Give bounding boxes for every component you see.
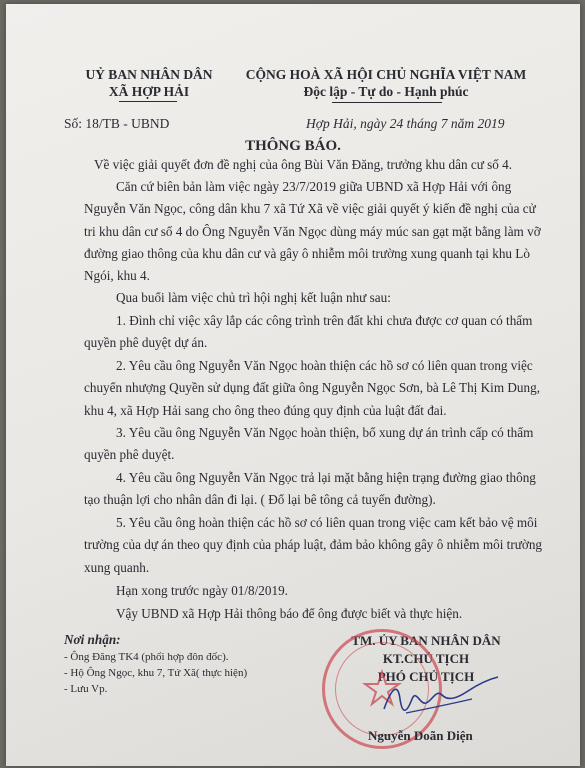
conclusion-item-1: 1. Đình chỉ việc xây lắp các công trình trên đất khi chưa được cơ quan có thẩm quyền phê duyệt dự án. xyxy=(84,313,533,351)
document-number: Số: 18/TB - UBND xyxy=(64,116,170,131)
conclusion-item-3: 3. Yêu cầu ông Nguyễn Văn Ngọc hoàn thiện, bổ xung dự án trình cấp có thẩm quyền phê duyệt. xyxy=(84,425,534,463)
conclusion-intro: Qua buổi làm việc chủ trì hội nghị kết luận như sau: xyxy=(116,290,391,305)
authority-underline xyxy=(119,101,177,102)
recipient-item: - Ông Đăng TK4 (phối hợp đôn đốc). xyxy=(64,651,229,663)
basis-paragraph: Căn cứ biên bản làm việc ngày 23/7/2019 giữa UBND xã Hợp Hải với ông Nguyễn Văn Ngọc, công dân khu 7 xã Tứ Xã về việc giải quyết ý kiến đề nghị của cử tri khu dân cư số 4 do Ông Nguyễn Văn Ngọc dùng máy múc san gạt mặt bằng làm vỡ đường giao thông của khu dân cư và gây ô nhiễm môi trường xung quanh tại khu Lò Ngói, khu 4. xyxy=(84,179,541,284)
signer-name: Nguyễn Doãn Diện xyxy=(368,728,473,743)
document-title: THÔNG BÁO. xyxy=(245,138,341,154)
conclusion-item-2: 2. Yêu cầu ông Nguyễn Văn Ngọc hoàn thiện các hồ sơ có liên quan trong việc chuyển nhượng Quyền sử dụng đất giữa ông Nguyễn Ngọc Sơn, bà Lê Thị Kim Dung, khu 4, xã Hợp Hải sang cho ông theo đúng quy định của luật đất đai. xyxy=(84,358,540,418)
handwritten-signature xyxy=(376,669,506,724)
org-line-1: UỶ BAN NHÂN DÂN xyxy=(85,67,213,82)
signature-line-3: PHÓ CHỦ TỊCH xyxy=(377,669,475,684)
recipient-item: - Hộ Ông Ngọc, khu 7, Tứ Xã( thực hiện) xyxy=(64,667,248,679)
issuing-authority xyxy=(64,66,234,100)
place-date: Hợp Hải, ngày 24 tháng 7 năm 2019 xyxy=(306,116,505,131)
org-line-2: XÃ HỢP HẢI xyxy=(108,84,190,99)
nation-line-1: CỘNG HOÀ XÃ HỘI CHỦ NGHĨA VIỆT NAM xyxy=(245,67,527,82)
signature-line-1: TM. ỦY BAN NHÂN DÂN xyxy=(351,633,501,648)
document-subject: Về việc giải quyết đơn đề nghị của ông Bùi Văn Đăng, trưởng khu dân cư số 4. xyxy=(94,157,513,172)
recipients-heading: Nơi nhận: xyxy=(64,632,121,647)
deadline-line: Hạn xong trước ngày 01/8/2019. xyxy=(116,583,288,598)
conclusion-item-5: 5. Yêu cầu ông hoàn thiện các hồ sơ có liên quan trong việc cam kết bảo vệ môi trường của dự án theo quy định của pháp luật, đảm bảo không gây ô nhiễm môi trường xung quanh. xyxy=(84,515,543,575)
signature-line-2: KT.CHỦ TỊCH xyxy=(382,651,470,666)
conclusion-item-4: 4. Yêu cầu ông Nguyễn Văn Ngọc trả lại mặt bằng hiện trạng đường giao thông tạo thuận lợi cho nhân dân đi lại. ( Đổ lại bê tông cả tuyến đường). xyxy=(84,470,536,508)
closing-line: Vậy UBND xã Hợp Hải thông báo để ông được biết và thực hiện. xyxy=(116,606,463,621)
document-page xyxy=(6,4,580,766)
national-motto xyxy=(236,66,536,100)
motto-underline xyxy=(332,102,442,103)
nation-line-2: Độc lập - Tự do - Hạnh phúc xyxy=(303,84,469,99)
recipient-item: - Lưu Vp. xyxy=(64,683,108,695)
